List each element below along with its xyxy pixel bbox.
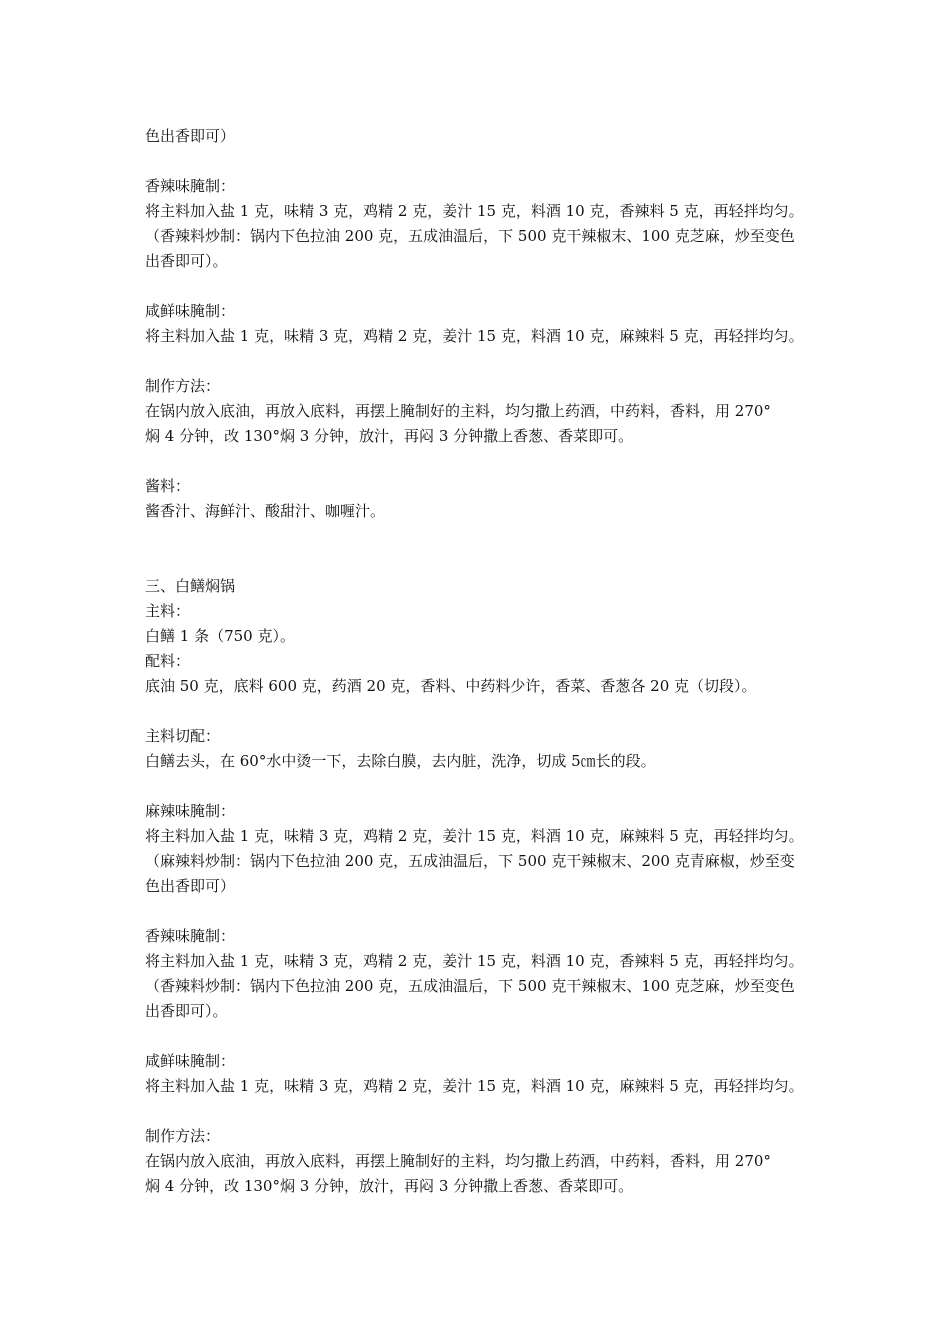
paragraph-line: 底油 50 克，底料 600 克，药酒 20 克，香料、中药料少许，香菜、香葱各 20 克（切段）。	[145, 677, 757, 695]
paragraph-line: 焖 4 分钟，改 130°焖 3 分钟，放汁，再闷 3 分钟撒上香葱、香菜即可。	[145, 1177, 634, 1195]
paragraph-line: 酱香汁、海鲜汁、酸甜汁、咖喱汁。	[145, 502, 386, 520]
section-heading: 麻辣味腌制：	[145, 802, 236, 820]
paragraph-line: 将主料加入盐 1 克，味精 3 克，鸡精 2 克，姜汁 15 克，料酒 10 克，香辣料 5 克，再轻拌均匀。	[145, 952, 804, 970]
section-heading: 香辣味腌制：	[145, 177, 236, 195]
paragraph-spacer	[145, 1024, 810, 1049]
paragraph-line: 白鳝去头，在 60°水中烫一下，去除白膜，去内脏，洗净，切成 5㎝长的段。	[145, 752, 656, 770]
section-heading: 咸鲜味腌制：	[145, 1052, 236, 1070]
paragraph-spacer	[145, 1099, 810, 1124]
paragraph-line: 出香即可）。	[145, 1002, 228, 1020]
document-page	[145, 124, 810, 1199]
paragraph-line: 将主料加入盐 1 克，味精 3 克，鸡精 2 克，姜汁 15 克，料酒 10 克，香辣料 5 克，再轻拌均匀。	[145, 202, 804, 220]
paragraph-spacer	[145, 274, 810, 299]
paragraph-line: 在锅内放入底油，再放入底料，再摆上腌制好的主料，均匀撒上药酒，中药料，香料，用 270°	[145, 402, 771, 420]
paragraph-line: 在锅内放入底油，再放入底料，再摆上腌制好的主料，均匀撒上药酒，中药料，香料，用 270°	[145, 1152, 771, 1170]
section-heading: 酱料：	[145, 477, 191, 495]
paragraph-line: （香辣料炒制：锅内下色拉油 200 克，五成油温后，下 500 克干辣椒末、100 克芝麻，炒至变色	[145, 977, 795, 995]
paragraph-line: 焖 4 分钟，改 130°焖 3 分钟，放汁，再闷 3 分钟撒上香葱、香菜即可。	[145, 427, 634, 445]
section-heading: 主料切配：	[145, 727, 221, 745]
recipe-title: 三、白鳝焖锅	[145, 577, 236, 595]
paragraph-spacer	[145, 699, 810, 724]
paragraph-line: 将主料加入盐 1 克，味精 3 克，鸡精 2 克，姜汁 15 克，料酒 10 克，麻辣料 5 克，再轻拌均匀。	[145, 1077, 804, 1095]
section-heading: 制作方法：	[145, 1127, 221, 1145]
section-heading: 香辣味腌制：	[145, 927, 236, 945]
paragraph-line: （麻辣料炒制：锅内下色拉油 200 克，五成油温后，下 500 克干辣椒末、200 克青麻椒，炒至变	[145, 852, 795, 870]
paragraph-line: 白鳝 1 条（750 克）。	[145, 627, 295, 645]
paragraph-line: 出香即可）。	[145, 252, 228, 270]
paragraph-line: （香辣料炒制：锅内下色拉油 200 克，五成油温后，下 500 克干辣椒末、100 克芝麻，炒至变色	[145, 227, 795, 245]
paragraph-line: 色出香即可）	[145, 877, 236, 895]
paragraph-spacer	[145, 349, 810, 374]
paragraph-spacer	[145, 774, 810, 799]
paragraph-line: 色出香即可）	[145, 127, 236, 145]
paragraph-spacer	[145, 449, 810, 474]
paragraph-spacer	[145, 149, 810, 174]
section-heading: 配料：	[145, 652, 191, 670]
section-heading: 咸鲜味腌制：	[145, 302, 236, 320]
section-heading: 主料：	[145, 602, 191, 620]
paragraph-spacer	[145, 524, 810, 574]
paragraph-line: 将主料加入盐 1 克，味精 3 克，鸡精 2 克，姜汁 15 克，料酒 10 克，麻辣料 5 克，再轻拌均匀。	[145, 327, 804, 345]
paragraph-line: 将主料加入盐 1 克，味精 3 克，鸡精 2 克，姜汁 15 克，料酒 10 克，麻辣料 5 克，再轻拌均匀。	[145, 827, 804, 845]
section-heading: 制作方法：	[145, 377, 221, 395]
paragraph-spacer	[145, 899, 810, 924]
